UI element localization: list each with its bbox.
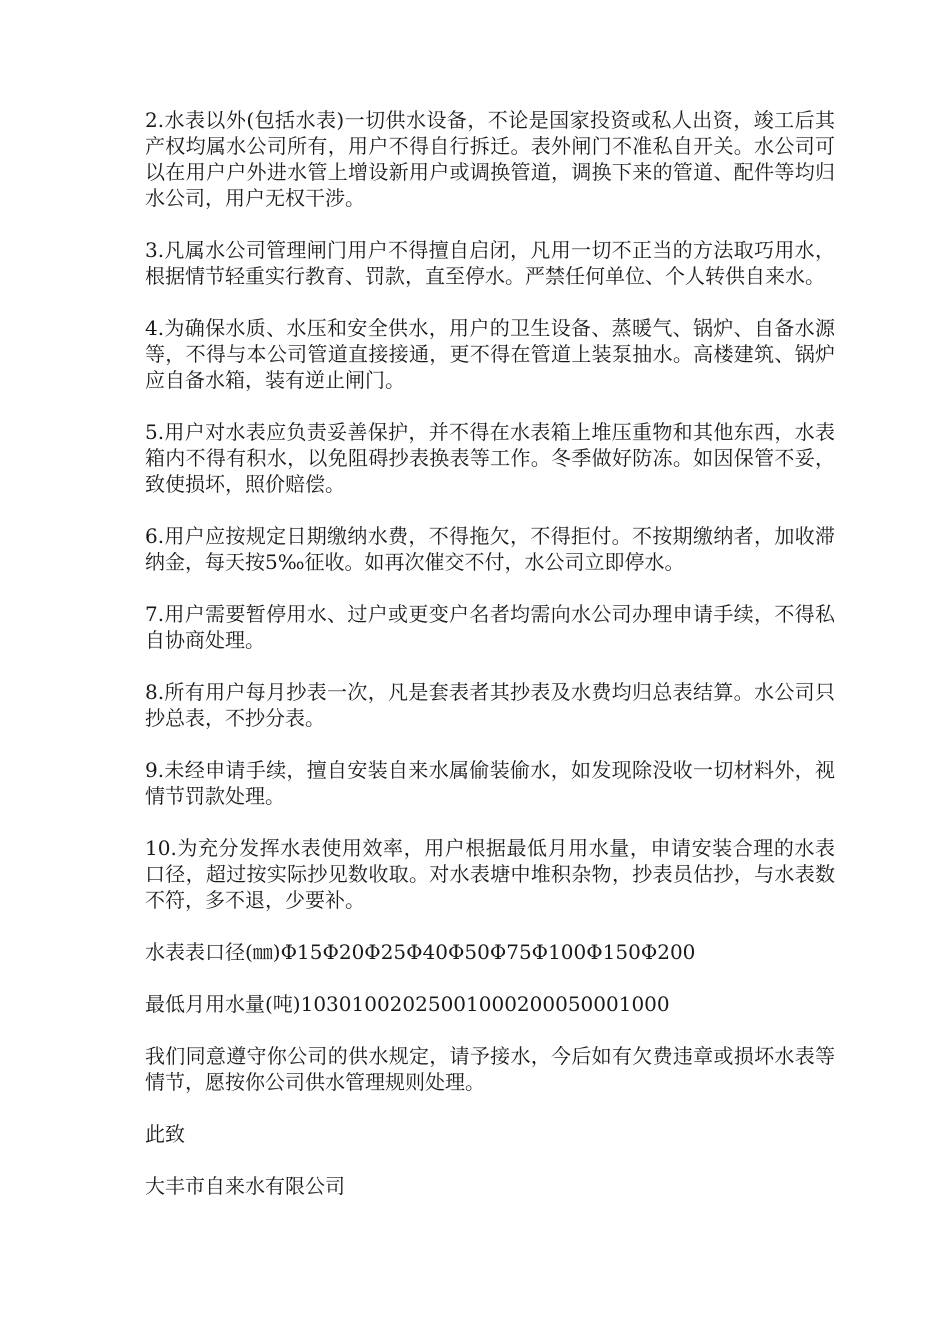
min-monthly-usage-row: 最低月用水量(吨)10301002025001000200050001000 — [145, 992, 670, 1016]
recipient-company: 大丰市自来水有限公司 — [145, 1174, 345, 1198]
clause-6: 6.用户应按规定日期缴纳水费，不得拖欠，不得拒付。不按期缴纳者，加收滞纳金，每天按5‰征收。如再次催交不付，水公司立即停水。 — [145, 524, 835, 574]
clause-7: 7.用户需要暂停用水、过户或更变户名者均需向水公司办理申请手续，不得私自协商处理。 — [145, 602, 835, 652]
clause-3: 3.凡属水公司管理闸门用户不得擅自启闭，凡用一切不正当的方法取巧用水，根据情节轻重实行教育、罚款，直至停水。严禁任何单位、个人转供自来水。 — [145, 238, 835, 288]
clause-2: 2.水表以外(包括水表)一切供水设备，不论是国家投资或私人出资，竣工后其产权均属水公司所有，用户不得自行拆迁。表外闸门不准私自开关。水公司可以在用户户外进水管上增设新用户或调换管道，调换下来的管道、配件等均归水公司，用户无权干涉。 — [145, 108, 835, 210]
agreement-statement: 我们同意遵守你公司的供水规定，请予接水，今后如有欠费违章或损坏水表等情节，愿按你公司供水管理规则处理。 — [145, 1044, 835, 1094]
clause-10: 10.为充分发挥水表使用效率，用户根据最低月用水量，申请安装合理的水表口径，超过按实际抄见数收取。对水表塘中堆积杂物，抄表员估抄，与水表数不符，多不退，少要补。 — [145, 836, 835, 912]
clause-8: 8.所有用户每月抄表一次，凡是套表者其抄表及水费均归总表结算。水公司只抄总表，不抄分表。 — [145, 680, 835, 730]
clause-9: 9.未经申请手续，擅自安装自来水属偷装偷水，如发现除没收一切材料外，视情节罚款处理。 — [145, 758, 835, 808]
clause-5: 5.用户对水表应负责妥善保护，并不得在水表箱上堆压重物和其他东西，水表箱内不得有积水，以免阻碍抄表换表等工作。冬季做好防冻。如因保管不妥，致使损坏，照价赔偿。 — [145, 420, 835, 496]
salutation: 此致 — [145, 1122, 185, 1146]
clause-4: 4.为确保水质、水压和安全供水，用户的卫生设备、蒸暖气、锅炉、自备水源等，不得与本公司管道直接接通，更不得在管道上装泵抽水。高楼建筑、锅炉应自备水箱，装有逆止闸门。 — [145, 316, 835, 392]
meter-caliber-row: 水表表口径(㎜)Φ15Φ20Φ25Φ40Φ50Φ75Φ100Φ150Φ200 — [145, 940, 696, 964]
document-body — [145, 107, 835, 1225]
